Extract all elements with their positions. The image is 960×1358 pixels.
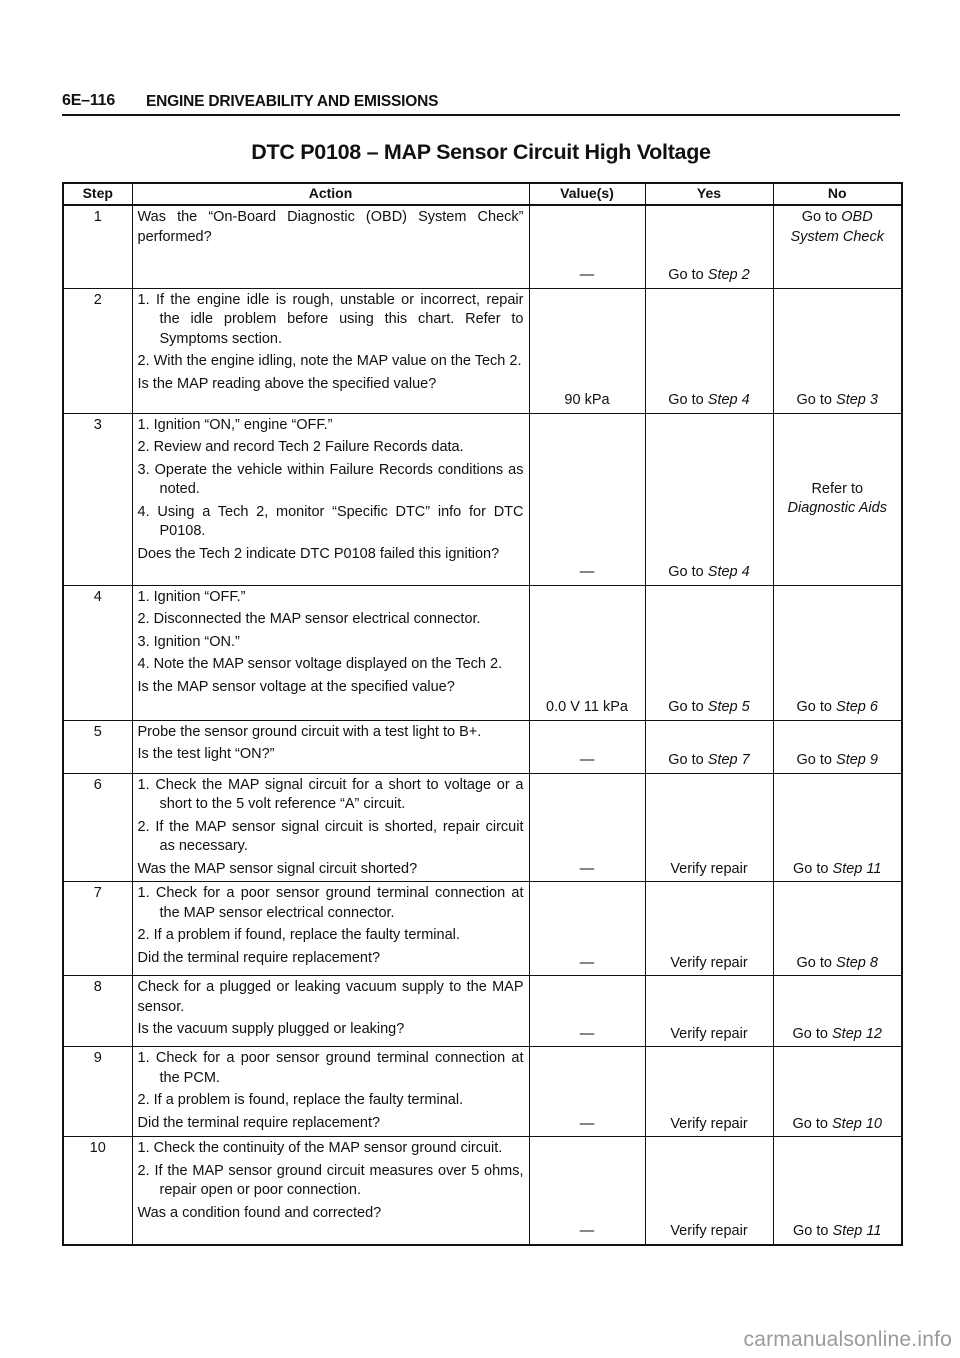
action-item: 3. Operate the vehicle within Failure Records conditions as noted. xyxy=(137,461,524,497)
action-item: 1. If the engine idle is rough, unstable or incorrect, repair the idle problem before using this chart. Refer to Symptoms section. xyxy=(137,291,524,347)
yes-cell xyxy=(645,205,773,288)
no-cell xyxy=(773,205,902,288)
action-item: 2. If the MAP sensor ground circuit measures over 5 ohms, repair open or poor connection. xyxy=(137,1162,524,1198)
no-prefix: Go to xyxy=(796,699,837,715)
no-cell xyxy=(773,976,902,1047)
action-question: Is the test light “ON?” xyxy=(137,746,275,762)
table-row xyxy=(63,1047,902,1137)
yes-step-link[interactable]: Step 4 xyxy=(707,392,750,408)
yes-cell xyxy=(645,288,773,413)
step-number: 2 xyxy=(63,288,132,413)
table-row xyxy=(63,288,902,413)
section-title: ENGINE DRIVEABILITY AND EMISSIONS xyxy=(146,93,439,110)
action-question: Is the MAP reading above the specified value? xyxy=(137,375,437,392)
no-step-link[interactable]: Step 11 xyxy=(832,860,882,877)
no-step-link[interactable]: Step 6 xyxy=(836,699,878,715)
action-list xyxy=(138,1049,524,1111)
action-cell xyxy=(132,720,529,773)
value-cell: — xyxy=(529,976,645,1047)
table-row xyxy=(63,585,902,720)
yes-prefix: Go to xyxy=(668,752,708,768)
no-step-link[interactable]: Step 8 xyxy=(836,954,878,971)
action-question: Was the MAP sensor signal circuit shorted? xyxy=(137,860,418,877)
no-prefix: Go to xyxy=(796,954,837,971)
yes-cell xyxy=(645,773,773,882)
value-cell: — xyxy=(529,1137,645,1245)
action-text: Was the “On-Board Diagnostic (OBD) System Check” performed? xyxy=(137,209,524,245)
no-step-link[interactable]: OBD System Check xyxy=(790,209,884,245)
action-list xyxy=(138,291,524,372)
action-cell xyxy=(132,585,529,720)
step-number: 3 xyxy=(63,413,132,585)
value-cell: — xyxy=(529,720,645,773)
no-step-link[interactable]: Step 3 xyxy=(836,392,878,408)
action-item: 1. Check for a poor sensor ground terminal connection at the MAP sensor electrical connector. xyxy=(137,885,524,921)
action-cell xyxy=(132,976,529,1047)
action-item: 4. Note the MAP sensor voltage displayed on the Tech 2. xyxy=(137,656,503,672)
action-cell xyxy=(132,773,529,882)
value-cell: — xyxy=(529,1047,645,1137)
no-cell xyxy=(773,720,902,773)
column-header-yes: Yes xyxy=(645,183,773,205)
value-cell: — xyxy=(529,205,645,288)
step-number: 6 xyxy=(63,773,132,882)
no-prefix: Refer to xyxy=(811,480,864,497)
yes-step-link[interactable]: Step 7 xyxy=(707,752,750,768)
action-cell xyxy=(132,413,529,585)
action-text: Probe the sensor ground circuit with a test light to B+. xyxy=(137,723,482,740)
action-list xyxy=(138,588,524,675)
no-prefix: Go to xyxy=(793,860,833,877)
action-item: 2. Review and record Tech 2 Failure Records data. xyxy=(137,439,464,455)
action-cell xyxy=(132,205,529,288)
table-row xyxy=(63,976,902,1047)
yes-prefix: Go to xyxy=(668,267,708,283)
table-row xyxy=(63,413,902,585)
no-step-link[interactable]: Step 12 xyxy=(832,1025,882,1042)
column-header-values: Value(s) xyxy=(529,183,645,205)
value-cell: 90 kPa xyxy=(529,288,645,413)
no-prefix: Go to xyxy=(792,1115,832,1132)
yes-prefix: Verify repair xyxy=(670,1115,748,1132)
value-cell: — xyxy=(529,413,645,585)
value-cell: 0.0 V 11 kPa xyxy=(529,585,645,720)
no-step-link[interactable]: Step 11 xyxy=(832,1223,882,1239)
no-cell xyxy=(773,1137,902,1245)
action-item: 1. Ignition “OFF.” xyxy=(137,588,246,605)
step-number: 9 xyxy=(63,1047,132,1137)
action-item: 1. Ignition “ON,” engine “OFF.” xyxy=(137,416,333,433)
yes-cell xyxy=(645,1137,773,1245)
step-number: 4 xyxy=(63,585,132,720)
yes-prefix: Go to xyxy=(668,564,708,580)
yes-step-link[interactable]: Step 2 xyxy=(707,267,750,283)
no-cell xyxy=(773,773,902,882)
action-item: 2. If the MAP sensor signal circuit is shorted, repair circuit as necessary. xyxy=(137,818,524,854)
no-step-link[interactable]: Diagnostic Aids xyxy=(787,500,887,516)
yes-prefix: Go to xyxy=(668,699,708,715)
table-header-row xyxy=(63,183,902,205)
step-number: 7 xyxy=(63,882,132,976)
yes-step-link[interactable]: Step 5 xyxy=(707,699,750,715)
yes-prefix: Verify repair xyxy=(670,860,748,877)
yes-prefix: Verify repair xyxy=(670,1223,748,1239)
action-list xyxy=(138,884,524,946)
value-cell: — xyxy=(529,773,645,882)
action-item: 2. With the engine idling, note the MAP value on the Tech 2. xyxy=(137,353,522,369)
action-item: 1. Check for a poor sensor ground terminal connection at the PCM. xyxy=(137,1050,524,1086)
action-item: 1. Check the continuity of the MAP sensor ground circuit. xyxy=(137,1140,503,1156)
action-item: 2. If a problem is found, replace the faulty terminal. xyxy=(137,1092,464,1108)
step-number: 8 xyxy=(63,976,132,1047)
yes-cell xyxy=(645,413,773,585)
yes-cell xyxy=(645,585,773,720)
action-question: Was a condition found and corrected? xyxy=(137,1204,382,1221)
no-step-link[interactable]: Step 10 xyxy=(832,1115,882,1132)
no-cell xyxy=(773,882,902,976)
column-header-step: Step xyxy=(63,183,132,205)
yes-cell xyxy=(645,1047,773,1137)
action-item: 1. Check the MAP signal circuit for a short to voltage or a short to the 5 volt reference “A” circuit. xyxy=(137,776,524,812)
yes-prefix: Go to xyxy=(668,392,708,408)
no-prefix: Go to xyxy=(796,392,837,408)
action-question: Is the vacuum supply plugged or leaking? xyxy=(137,1021,405,1037)
no-prefix: Go to xyxy=(793,1223,833,1239)
value-cell: — xyxy=(529,882,645,976)
action-list xyxy=(138,776,524,857)
no-cell xyxy=(773,585,902,720)
action-question: Did the terminal require replacement? xyxy=(137,949,381,966)
yes-cell xyxy=(645,720,773,773)
action-list xyxy=(138,416,524,542)
action-text: Check for a plugged or leaking vacuum supply to the MAP sensor. xyxy=(137,979,524,1015)
page-title: DTC P0108 – MAP Sensor Circuit High Voltage xyxy=(251,140,711,164)
yes-step-link[interactable]: Step 4 xyxy=(707,564,750,580)
no-cell xyxy=(773,288,902,413)
action-item: 2. Disconnected the MAP sensor electrical connector. xyxy=(137,611,481,627)
action-cell xyxy=(132,882,529,976)
action-cell xyxy=(132,1047,529,1137)
step-number: 10 xyxy=(63,1137,132,1245)
table-row xyxy=(63,773,902,882)
step-number: 1 xyxy=(63,205,132,288)
action-list xyxy=(138,1139,524,1201)
page-header xyxy=(62,88,900,116)
yes-cell xyxy=(645,882,773,976)
action-item: 2. If a problem if found, replace the faulty terminal. xyxy=(137,927,460,943)
table-row xyxy=(63,205,902,288)
no-step-link[interactable]: Step 9 xyxy=(836,752,878,768)
watermark: carmanualsonline.info xyxy=(743,1328,952,1351)
action-question: Did the terminal require replacement? xyxy=(137,1114,381,1131)
table-row xyxy=(63,1137,902,1245)
column-header-action: Action xyxy=(132,183,529,205)
no-cell xyxy=(773,1047,902,1137)
no-cell xyxy=(773,413,902,585)
action-question: Is the MAP sensor voltage at the specified value? xyxy=(137,678,455,695)
no-prefix: Go to xyxy=(792,1025,832,1042)
page-number: 6E–116 xyxy=(62,92,116,109)
yes-cell xyxy=(645,976,773,1047)
diagnostic-table xyxy=(62,182,903,1246)
column-header-no: No xyxy=(773,183,902,205)
no-prefix: Go to xyxy=(796,752,837,768)
action-question: Does the Tech 2 indicate DTC P0108 failed this ignition? xyxy=(137,545,500,562)
action-item: 3. Ignition “ON.” xyxy=(137,633,240,650)
table-row xyxy=(63,882,902,976)
yes-prefix: Verify repair xyxy=(670,954,748,971)
step-number: 5 xyxy=(63,720,132,773)
action-cell xyxy=(132,1137,529,1245)
no-prefix: Go to xyxy=(801,209,842,225)
action-item: 4. Using a Tech 2, monitor “Specific DTC” info for DTC P0108. xyxy=(137,503,524,539)
yes-prefix: Verify repair xyxy=(670,1025,748,1042)
table-row xyxy=(63,720,902,773)
action-cell xyxy=(132,288,529,413)
